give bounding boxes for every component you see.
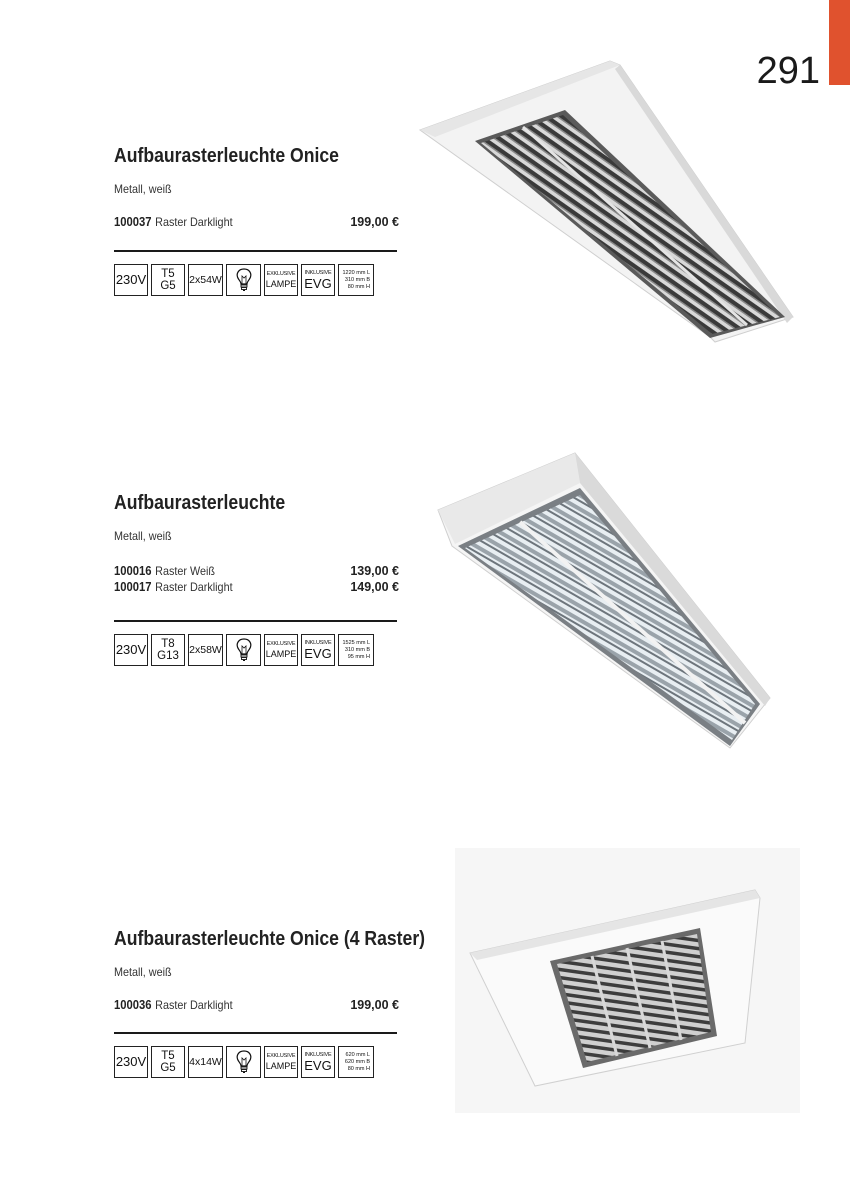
- product-2: [114, 492, 399, 595]
- spec-icons: [114, 264, 374, 296]
- item-list: [114, 563, 399, 595]
- voltage-badge: 230V: [114, 634, 148, 666]
- item-price: 199,00 €: [350, 215, 399, 229]
- item-code: 100017: [114, 580, 152, 594]
- inclusive-evg-badge: INKLUSIVE EVG: [301, 264, 335, 296]
- exclusive-lamp-badge: EXKLUSIVE LAMPE: [264, 1046, 298, 1078]
- voltage-badge: 230V: [114, 264, 148, 296]
- product-image-2: [430, 448, 780, 758]
- product-image-3: [455, 848, 800, 1113]
- product-title: Aufbaurasterleuchte Onice (4 Raster): [114, 928, 426, 950]
- divider: [114, 250, 397, 252]
- product-title: Aufbaurasterleuchte: [114, 492, 286, 514]
- lamp-type-badge: T5 G5: [151, 264, 185, 296]
- list-item: [114, 214, 399, 230]
- power-badge: 4x14W: [188, 1046, 223, 1078]
- dimensions-badge: 620 mm L 620 mm B 80 mm H: [338, 1046, 374, 1078]
- bulb-icon: [226, 634, 261, 666]
- item-desc: Raster Weiß: [155, 564, 215, 578]
- spec-icons: [114, 1046, 374, 1078]
- divider: [114, 620, 397, 622]
- product-material: Metall, weiß: [114, 529, 172, 543]
- exclusive-lamp-badge: EXKLUSIVE LAMPE: [264, 264, 298, 296]
- item-desc: Raster Darklight: [155, 998, 233, 1012]
- dimensions-badge: 1525 mm L 310 mm B 95 mm H: [338, 634, 374, 666]
- item-code: 100037: [114, 215, 152, 229]
- lamp-type-badge: T5 G5: [151, 1046, 185, 1078]
- product-title: Aufbaurasterleuchte Onice: [114, 145, 339, 167]
- chapter-tab: [829, 0, 850, 85]
- item-price: 199,00 €: [350, 998, 399, 1012]
- product-image-1: [415, 55, 805, 350]
- item-price: 149,00 €: [350, 580, 399, 594]
- item-list: [114, 997, 399, 1013]
- item-code: 100016: [114, 564, 152, 578]
- voltage-badge: 230V: [114, 1046, 148, 1078]
- spec-icons: [114, 634, 374, 666]
- divider: [114, 1032, 397, 1034]
- product-3: [114, 928, 426, 1013]
- power-badge: 2x58W: [188, 634, 223, 666]
- item-desc: Raster Darklight: [155, 580, 233, 594]
- bulb-icon: [226, 264, 261, 296]
- page-number: 291: [756, 50, 820, 92]
- list-item: [114, 579, 399, 595]
- inclusive-evg-badge: INKLUSIVE EVG: [301, 634, 335, 666]
- product-material: Metall, weiß: [114, 965, 172, 979]
- dimensions-badge: 1220 mm L 310 mm B 80 mm H: [338, 264, 374, 296]
- exclusive-lamp-badge: EXKLUSIVE LAMPE: [264, 634, 298, 666]
- item-code: 100036: [114, 998, 152, 1012]
- inclusive-evg-badge: INKLUSIVE EVG: [301, 1046, 335, 1078]
- product-material: Metall, weiß: [114, 182, 172, 196]
- power-badge: 2x54W: [188, 264, 223, 296]
- product-1: [114, 145, 399, 230]
- item-list: [114, 214, 399, 230]
- lamp-type-badge: T8 G13: [151, 634, 185, 666]
- bulb-icon: [226, 1046, 261, 1078]
- item-price: 139,00 €: [350, 564, 399, 578]
- item-desc: Raster Darklight: [155, 215, 233, 229]
- list-item: [114, 997, 399, 1013]
- list-item: [114, 563, 399, 579]
